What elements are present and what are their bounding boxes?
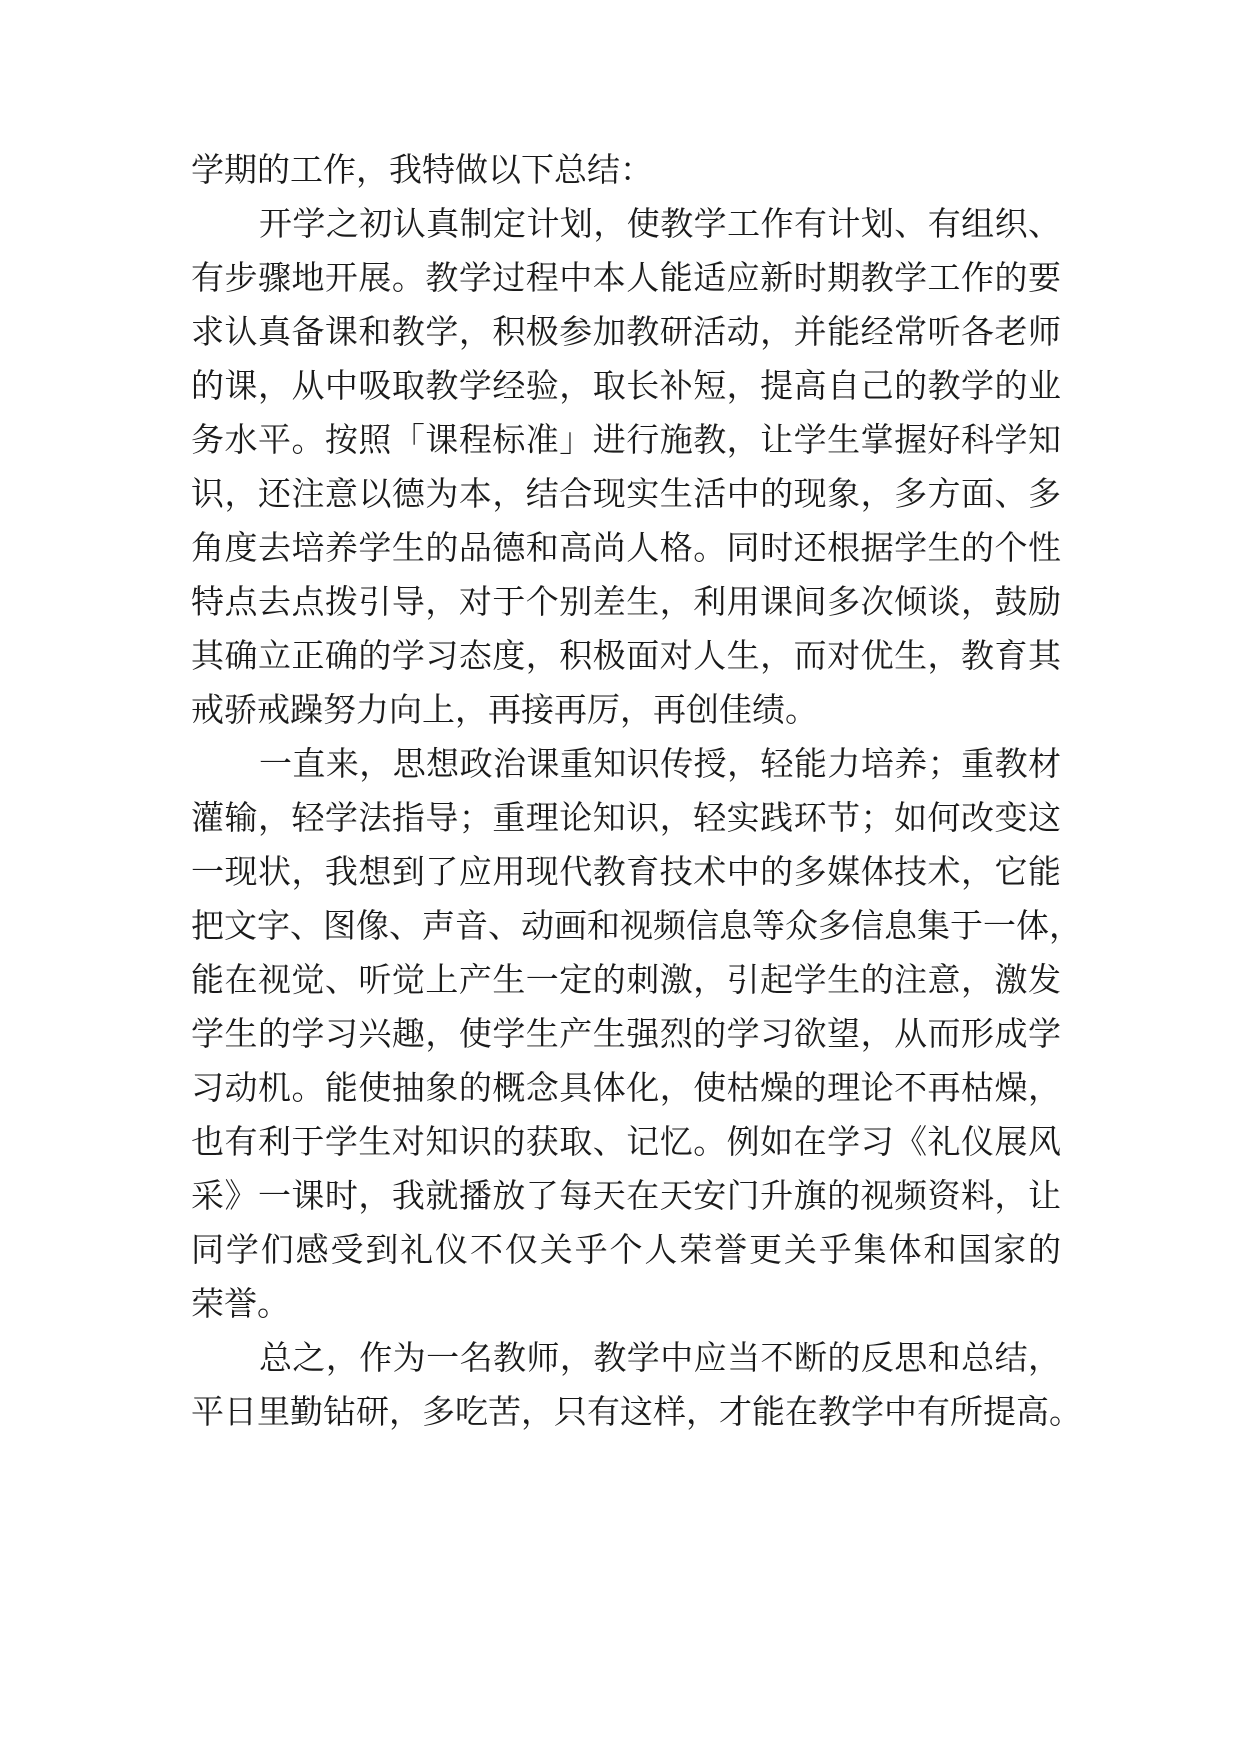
paragraph-2-line-8: 特点去点拨引导，对于个别差生，利用课间多次倾谈，鼓励 — [191, 582, 1061, 621]
paragraph-3-line-1: 一直来，思想政治课重知识传授，轻能力培养；重教材 — [259, 744, 1061, 783]
paragraph-3-line-4: 把文字、图像、声音、动画和视频信息等众多信息集于一体， — [191, 906, 1082, 945]
paragraph-3-line-6: 学生的学习兴趣，使学生产生强烈的学习欲望，从而形成学 — [191, 1014, 1061, 1053]
paragraph-3-line-5: 能在视觉、听觉上产生一定的刺激，引起学生的注意，激发 — [191, 960, 1061, 999]
paragraph-2-line-5: 务水平。按照「课程标准」进行施教，让学生掌握好科学知 — [191, 420, 1061, 459]
paragraph-3-line-10: 同学们感受到礼仪不仅关乎个人荣誉更关乎集体和国家的 — [191, 1230, 1061, 1269]
paragraph-3-line-8: 也有利于学生对知识的获取、记忆。例如在学习《礼仪展风 — [191, 1122, 1061, 1161]
paragraph-2-line-2: 有步骤地开展。教学过程中本人能适应新时期教学工作的要 — [191, 258, 1061, 297]
paragraph-2-line-7: 角度去培养学生的品德和高尚人格。同时还根据学生的个性 — [191, 528, 1061, 567]
paragraph-1-line-1: 学期的工作，我特做以下总结： — [191, 150, 653, 189]
paragraph-3-line-11: 荣誉。 — [191, 1284, 290, 1323]
paragraph-4-line-1: 总之，作为一名教师，教学中应当不断的反思和总结， — [259, 1338, 1061, 1377]
paragraph-3-line-2: 灌输，轻学法指导；重理论知识，轻实践环节；如何改变这 — [191, 798, 1061, 837]
paragraph-2-line-3: 求认真备课和教学，积极参加教研活动，并能经常听各老师 — [191, 312, 1061, 351]
paragraph-2-line-6: 识，还注意以德为本，结合现实生活中的现象，多方面、多 — [191, 474, 1061, 513]
paragraph-4-line-2: 平日里勤钻研，多吃苦，只有这样，才能在教学中有所提高。 — [191, 1392, 1082, 1431]
paragraph-2-line-1: 开学之初认真制定计划，使教学工作有计划、有组织、 — [259, 204, 1061, 243]
paragraph-2-line-4: 的课，从中吸取教学经验，取长补短，提高自己的教学的业 — [191, 366, 1061, 405]
paragraph-3-line-3: 一现状，我想到了应用现代教育技术中的多媒体技术，它能 — [191, 852, 1061, 891]
paragraph-2-line-9: 其确立正确的学习态度，积极面对人生，而对优生，教育其 — [191, 636, 1061, 675]
paragraph-3-line-7: 习动机。能使抽象的概念具体化，使枯燥的理论不再枯燥， — [191, 1068, 1061, 1107]
paragraph-3-line-9: 采》一课时，我就播放了每天在天安门升旗的视频资料，让 — [191, 1176, 1061, 1215]
paragraph-2-line-10: 戒骄戒躁努力向上，再接再厉，再创佳绩。 — [191, 690, 818, 729]
